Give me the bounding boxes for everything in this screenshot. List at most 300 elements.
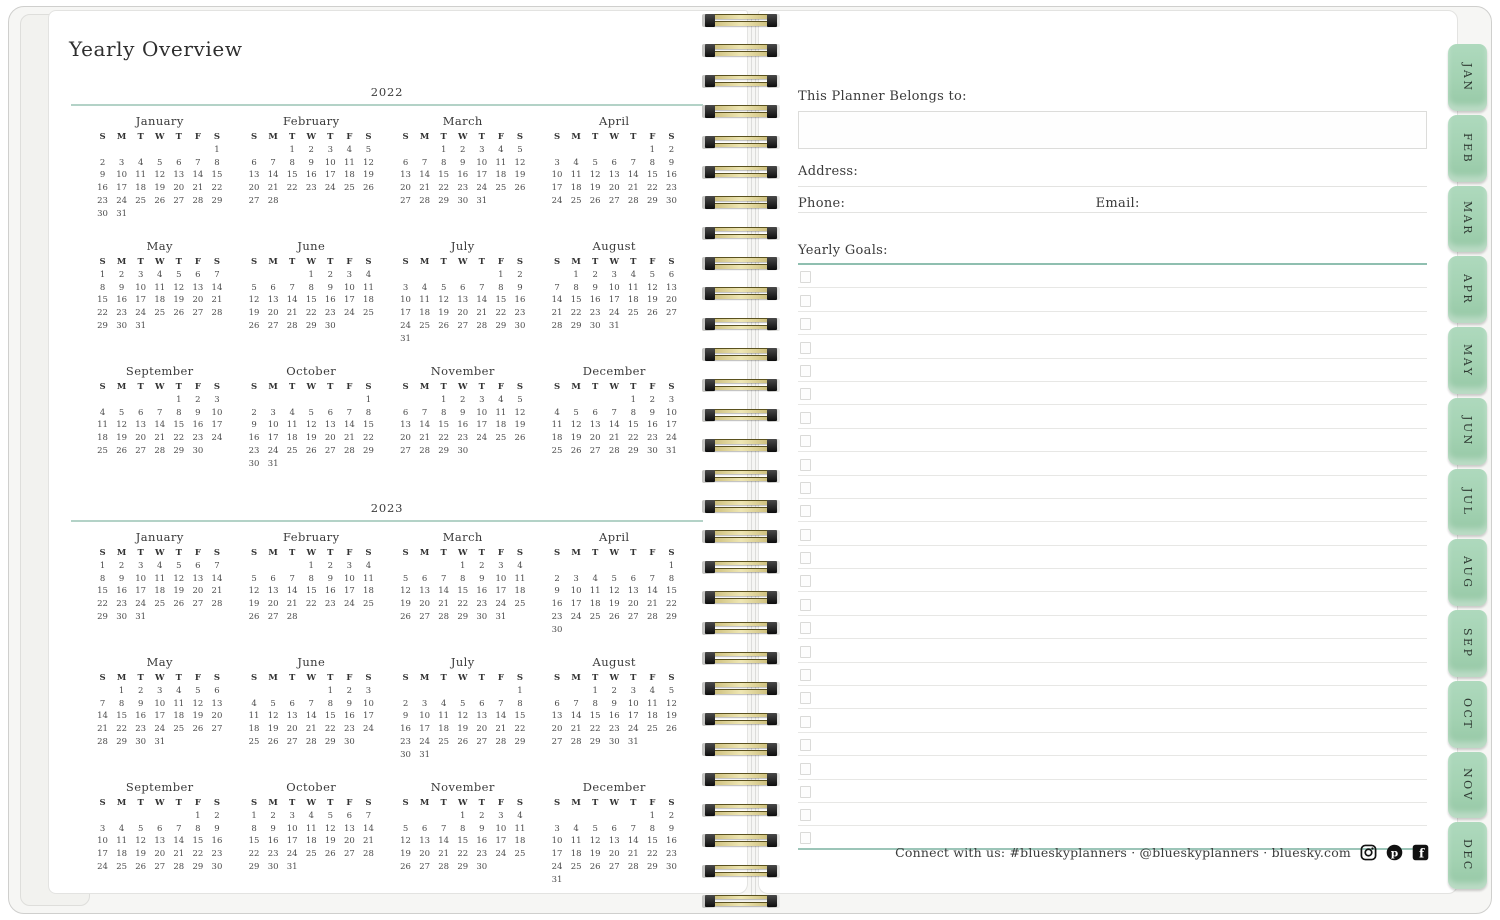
goal-line[interactable]: [798, 616, 1427, 639]
goal-checkbox[interactable]: [800, 529, 811, 541]
coil-end-cap: [705, 773, 715, 786]
day-cell: 1: [440, 394, 447, 405]
day-cell: 2: [327, 269, 334, 280]
tab-apr[interactable]: [1448, 256, 1487, 323]
day-cell: 22: [514, 724, 526, 735]
day-cell: 13: [608, 836, 620, 847]
coil-end-cap: [705, 470, 715, 483]
day-cell: 25: [419, 320, 431, 331]
tab-nov[interactable]: [1448, 752, 1487, 819]
day-cell: 4: [421, 282, 428, 293]
day-cell: 30: [116, 320, 128, 331]
tab-aug[interactable]: [1448, 539, 1487, 606]
empty-day-cell: [472, 685, 491, 698]
weekday-header: F: [649, 548, 656, 558]
goal-checkbox[interactable]: [800, 295, 811, 307]
day-cell: 23: [343, 724, 355, 735]
day-cell: 3: [346, 269, 353, 280]
day-cell: 5: [176, 560, 182, 571]
goal-checkbox[interactable]: [800, 318, 811, 330]
day-cell: 20: [211, 711, 223, 722]
day-cell: 7: [346, 407, 353, 418]
weekday-header: T: [592, 673, 599, 683]
month-may-2023: [93, 655, 227, 772]
goal-line[interactable]: [798, 569, 1427, 592]
day-cell: 16: [457, 420, 469, 431]
day-cell: 16: [551, 599, 563, 610]
weekday-header: S: [516, 673, 524, 683]
goal-line[interactable]: [798, 546, 1427, 569]
month-name: June: [297, 239, 326, 253]
day-cell: 27: [457, 320, 469, 331]
day-cell: 7: [630, 823, 637, 834]
day-cell: 21: [343, 433, 355, 444]
day-cell: 8: [99, 282, 106, 293]
day-cell: 10: [551, 170, 563, 181]
weekday-header: M: [116, 257, 127, 267]
weekday-header: S: [553, 132, 561, 142]
weekday-header: S: [365, 798, 372, 808]
goal-line[interactable]: [798, 382, 1427, 405]
weekday-header: S: [553, 673, 561, 683]
day-cell: 18: [363, 586, 374, 597]
day-cell: 7: [289, 282, 295, 293]
goal-line[interactable]: [798, 452, 1427, 475]
day-cell: 30: [476, 861, 488, 872]
day-cell: 19: [400, 599, 411, 610]
day-cell: 12: [267, 711, 279, 722]
day-cell: 26: [116, 445, 128, 456]
weekday-header: S: [99, 132, 106, 142]
goal-line[interactable]: [798, 405, 1427, 428]
day-cell: 24: [135, 308, 147, 319]
email-field[interactable]: [1094, 187, 1427, 213]
day-cell: 19: [514, 170, 526, 181]
tab-jan[interactable]: [1448, 44, 1487, 111]
goal-line[interactable]: [798, 709, 1427, 732]
coil-end-cap: [767, 196, 777, 209]
weekday-header: S: [365, 382, 372, 392]
day-cell: 8: [308, 573, 314, 584]
day-cell: 13: [400, 170, 411, 181]
day-cell: 25: [154, 599, 166, 610]
day-cell: 4: [308, 810, 314, 821]
day-cell: 12: [457, 711, 469, 722]
goal-line[interactable]: [798, 756, 1427, 779]
day-cell: 29: [646, 195, 658, 206]
weekday-header: T: [630, 548, 637, 558]
goal-checkbox[interactable]: [800, 342, 811, 354]
day-cell: 23: [324, 599, 336, 610]
coil-end-cap: [767, 713, 777, 726]
day-cell: 3: [99, 823, 106, 834]
weekday-header: T: [137, 382, 144, 392]
weekday-header: F: [497, 548, 504, 558]
goal-checkbox[interactable]: [800, 388, 811, 400]
day-cell: 24: [476, 183, 488, 194]
day-cell: 31: [400, 333, 411, 344]
day-cell: 6: [479, 698, 485, 709]
day-cell: 19: [267, 724, 279, 735]
day-cell: 16: [248, 433, 260, 444]
day-cell: 19: [438, 308, 450, 319]
goal-line[interactable]: [798, 476, 1427, 499]
month-june-2023: [245, 655, 379, 772]
day-cell: 9: [251, 420, 257, 431]
weekday-header: W: [457, 382, 468, 392]
day-cell: 28: [343, 445, 355, 456]
coil-end-cap: [705, 865, 715, 878]
day-cell: 15: [646, 170, 658, 181]
day-cell: 29: [97, 611, 108, 622]
day-cell: 7: [270, 157, 276, 168]
tab-dec[interactable]: [1448, 822, 1487, 889]
day-cell: 30: [608, 736, 620, 747]
empty-day-cell: [131, 394, 150, 407]
goal-line[interactable]: [798, 803, 1427, 826]
binding-coil: [702, 561, 780, 574]
day-cell: 15: [248, 836, 260, 847]
weekday-header: W: [609, 382, 620, 392]
goal-line[interactable]: [798, 359, 1427, 382]
day-cell: 26: [324, 849, 336, 860]
day-cell: 10: [627, 698, 639, 709]
coil-end-cap: [705, 348, 715, 361]
goal-checkbox[interactable]: [800, 669, 811, 681]
day-cell: 24: [324, 183, 336, 194]
day-cell: 28: [173, 861, 185, 872]
months-grid: [71, 522, 703, 897]
weekday-header: M: [116, 798, 127, 808]
day-cell: 25: [286, 445, 298, 456]
empty-day-cell: [131, 144, 150, 157]
day-cell: 7: [440, 823, 447, 834]
goal-checkbox[interactable]: [800, 622, 811, 634]
coil-end-cap: [705, 895, 715, 908]
day-cell: 22: [570, 308, 582, 319]
day-cell: 7: [421, 157, 428, 168]
day-cell: 11: [551, 420, 563, 431]
empty-day-cell: [302, 394, 321, 407]
day-cell: 10: [343, 282, 355, 293]
day-cell: 4: [157, 269, 163, 280]
day-cell: 3: [554, 157, 560, 168]
tab-mar[interactable]: [1448, 186, 1487, 253]
day-cell: 15: [666, 586, 677, 597]
day-cell: 30: [457, 445, 469, 456]
goal-checkbox[interactable]: [800, 692, 811, 704]
empty-day-cell: [567, 560, 586, 573]
day-cell: 17: [135, 295, 147, 306]
goal-line[interactable]: [798, 265, 1427, 288]
day-cell: 25: [438, 736, 450, 747]
day-cell: 6: [421, 823, 428, 834]
day-cell: 23: [646, 433, 658, 444]
phone-email-row: [798, 187, 1427, 213]
day-cell: 12: [248, 586, 260, 597]
day-cell: 21: [286, 599, 298, 610]
month-february-2023: [245, 530, 379, 647]
day-cell: 18: [286, 433, 298, 444]
day-cell: 27: [476, 736, 488, 747]
goal-line[interactable]: [798, 312, 1427, 335]
coil-end-cap: [705, 318, 715, 331]
empty-day-cell: [586, 394, 605, 407]
day-cell: 11: [495, 407, 507, 418]
day-cell: 19: [116, 433, 128, 444]
day-cell: 9: [668, 823, 675, 834]
day-cell: 10: [551, 836, 563, 847]
day-cell: 3: [479, 144, 485, 155]
phone-field[interactable]: [798, 187, 1094, 213]
day-cell: 11: [97, 420, 108, 431]
day-cell: 27: [154, 861, 166, 872]
day-cell: 18: [248, 724, 260, 735]
coil-end-cap: [767, 865, 777, 878]
pinterest-icon[interactable]: [1386, 844, 1403, 861]
coil-end-cap: [705, 75, 715, 88]
day-cell: 29: [589, 736, 601, 747]
day-cell: 25: [495, 433, 507, 444]
goal-line[interactable]: [798, 288, 1427, 311]
day-cell: 22: [438, 183, 450, 194]
day-cell: 15: [305, 586, 317, 597]
weekday-header: T: [478, 673, 485, 683]
goal-line[interactable]: [798, 639, 1427, 662]
month-name: January: [135, 530, 184, 544]
day-cell: 26: [173, 599, 185, 610]
day-cell: 24: [627, 724, 639, 735]
day-cell: 21: [286, 308, 298, 319]
day-cell: 5: [440, 282, 447, 293]
goal-line[interactable]: [798, 522, 1427, 545]
weekday-header: F: [649, 673, 656, 683]
day-cell: 7: [649, 573, 656, 584]
weekday-header: T: [592, 257, 599, 267]
goal-checkbox[interactable]: [800, 786, 811, 798]
day-cell: 19: [154, 183, 166, 194]
weekday-header: W: [609, 548, 620, 558]
day-cell: 21: [192, 183, 204, 194]
day-cell: 2: [346, 685, 353, 696]
day-cell: 10: [495, 823, 507, 834]
day-cell: 30: [248, 458, 260, 469]
tab-label: OCT: [1461, 697, 1474, 731]
day-cell: 30: [116, 611, 128, 622]
goal-checkbox[interactable]: [800, 599, 811, 611]
goal-line[interactable]: [798, 592, 1427, 615]
day-cell: 28: [286, 320, 298, 331]
day-cell: 5: [460, 698, 466, 709]
weekday-header: T: [175, 257, 182, 267]
goal-checkbox[interactable]: [800, 482, 811, 494]
day-cell: 3: [214, 394, 220, 405]
day-cell: 26: [589, 195, 601, 206]
binding-coil: [702, 44, 780, 57]
day-cell: 28: [286, 611, 298, 622]
weekday-header: S: [213, 673, 221, 683]
weekday-header: M: [571, 257, 581, 267]
day-cell: 16: [267, 836, 279, 847]
weekday-header: T: [630, 132, 637, 142]
day-cell: 4: [346, 144, 353, 155]
day-cell: 2: [99, 157, 106, 168]
goal-checkbox[interactable]: [800, 552, 811, 564]
day-cell: 13: [666, 282, 677, 293]
coil-end-cap: [767, 257, 777, 270]
day-cell: 22: [646, 183, 658, 194]
day-cell: 23: [608, 724, 620, 735]
day-cell: 11: [154, 282, 166, 293]
goal-checkbox[interactable]: [800, 505, 811, 517]
day-cell: 7: [308, 698, 314, 709]
day-cell: 2: [137, 685, 144, 696]
day-cell: 9: [668, 157, 675, 168]
day-cell: 20: [173, 183, 185, 194]
weekday-header: W: [154, 257, 165, 267]
coil-end-cap: [705, 743, 715, 756]
empty-day-cell: [245, 560, 264, 573]
day-cell: 21: [570, 724, 582, 735]
day-cell: 8: [440, 407, 447, 418]
goal-checkbox[interactable]: [800, 412, 811, 424]
day-cell: 10: [419, 711, 431, 722]
empty-day-cell: [586, 810, 605, 823]
day-cell: 12: [173, 573, 185, 584]
weekday-header: W: [457, 798, 468, 808]
goal-checkbox[interactable]: [800, 271, 811, 283]
goal-checkbox[interactable]: [800, 716, 811, 728]
goal-line[interactable]: [798, 335, 1427, 358]
goal-line[interactable]: [798, 499, 1427, 522]
day-cell: 4: [137, 157, 144, 168]
goal-line[interactable]: [798, 733, 1427, 756]
day-cell: 5: [195, 685, 201, 696]
day-cell: 11: [589, 586, 601, 597]
day-cell: 30: [324, 320, 336, 331]
tab-may[interactable]: [1448, 327, 1487, 394]
goal-checkbox[interactable]: [800, 832, 811, 844]
weekday-header: T: [327, 673, 334, 683]
day-cell: 1: [592, 685, 598, 696]
month-september-2022: [93, 364, 227, 481]
day-cell: 25: [514, 849, 526, 860]
day-cell: 8: [195, 823, 201, 834]
day-grid: [548, 131, 682, 208]
day-cell: 24: [116, 195, 128, 206]
day-cell: 2: [118, 269, 125, 280]
day-cell: 11: [154, 573, 166, 584]
tab-sep[interactable]: [1448, 610, 1487, 677]
day-grid: [396, 381, 530, 458]
goal-checkbox[interactable]: [800, 646, 811, 658]
day-cell: 28: [419, 445, 431, 456]
weekday-header: T: [289, 798, 296, 808]
day-cell: 17: [97, 849, 108, 860]
goal-checkbox[interactable]: [800, 365, 811, 377]
day-cell: 20: [419, 849, 431, 860]
day-cell: 26: [646, 308, 658, 319]
coil-end-cap: [767, 348, 777, 361]
day-cell: 1: [668, 560, 675, 571]
day-cell: 27: [173, 195, 185, 206]
month-september-2023: [93, 780, 227, 897]
day-cell: 12: [589, 836, 601, 847]
day-cell: 31: [666, 445, 677, 456]
goal-line[interactable]: [798, 663, 1427, 686]
goal-line[interactable]: [798, 686, 1427, 709]
binding-coil: [702, 652, 780, 665]
day-cell: 20: [343, 836, 355, 847]
weekday-header: T: [327, 132, 334, 142]
tab-jun[interactable]: [1448, 398, 1487, 465]
weekday-header: F: [497, 382, 504, 392]
month-may-2022: [93, 239, 227, 356]
day-cell: 6: [668, 269, 675, 280]
coil-end-cap: [705, 713, 715, 726]
goal-checkbox[interactable]: [800, 809, 811, 821]
tab-oct[interactable]: [1448, 681, 1487, 748]
address-field[interactable]: [798, 160, 1427, 187]
goal-checkbox[interactable]: [800, 435, 811, 447]
day-cell: 16: [476, 836, 488, 847]
day-cell: 8: [214, 157, 220, 168]
day-cell: 6: [176, 157, 182, 168]
goal-checkbox[interactable]: [800, 763, 811, 775]
day-cell: 2: [460, 394, 466, 405]
weekday-header: F: [346, 548, 353, 558]
day-cell: 20: [286, 724, 298, 735]
day-cell: 8: [649, 823, 656, 834]
tab-feb[interactable]: [1448, 115, 1487, 182]
goal-checkbox[interactable]: [800, 739, 811, 751]
day-cell: 30: [135, 736, 147, 747]
day-cell: 11: [570, 170, 582, 181]
day-cell: 7: [176, 823, 182, 834]
binding-coil: [702, 379, 780, 392]
coil-end-cap: [705, 166, 715, 179]
day-cell: 1: [649, 144, 656, 155]
empty-day-cell: [548, 394, 567, 407]
weekday-header: S: [516, 382, 524, 392]
facebook-icon[interactable]: [1412, 844, 1429, 861]
weekday-header: T: [478, 382, 485, 392]
goal-line[interactable]: [798, 780, 1427, 803]
day-cell: 14: [286, 586, 298, 597]
day-grid: [396, 131, 530, 208]
goal-checkbox[interactable]: [800, 575, 811, 587]
goal-checkbox[interactable]: [800, 459, 811, 471]
empty-day-cell: [586, 144, 605, 157]
day-cell: 12: [400, 836, 411, 847]
day-cell: 9: [460, 157, 466, 168]
day-cell: 30: [666, 861, 677, 872]
instagram-icon[interactable]: [1360, 844, 1377, 861]
tab-jul[interactable]: [1448, 469, 1487, 536]
day-cell: 31: [267, 458, 279, 469]
day-cell: 14: [97, 711, 108, 722]
day-cell: 16: [589, 295, 601, 306]
day-cell: 14: [267, 170, 279, 181]
day-cell: 30: [400, 749, 411, 760]
day-cell: 13: [419, 586, 431, 597]
day-cell: 29: [324, 736, 336, 747]
goal-line[interactable]: [798, 429, 1427, 452]
owner-name-field[interactable]: [798, 111, 1427, 149]
day-cell: 3: [554, 823, 560, 834]
day-cell: 2: [195, 394, 201, 405]
empty-day-cell: [321, 394, 340, 407]
